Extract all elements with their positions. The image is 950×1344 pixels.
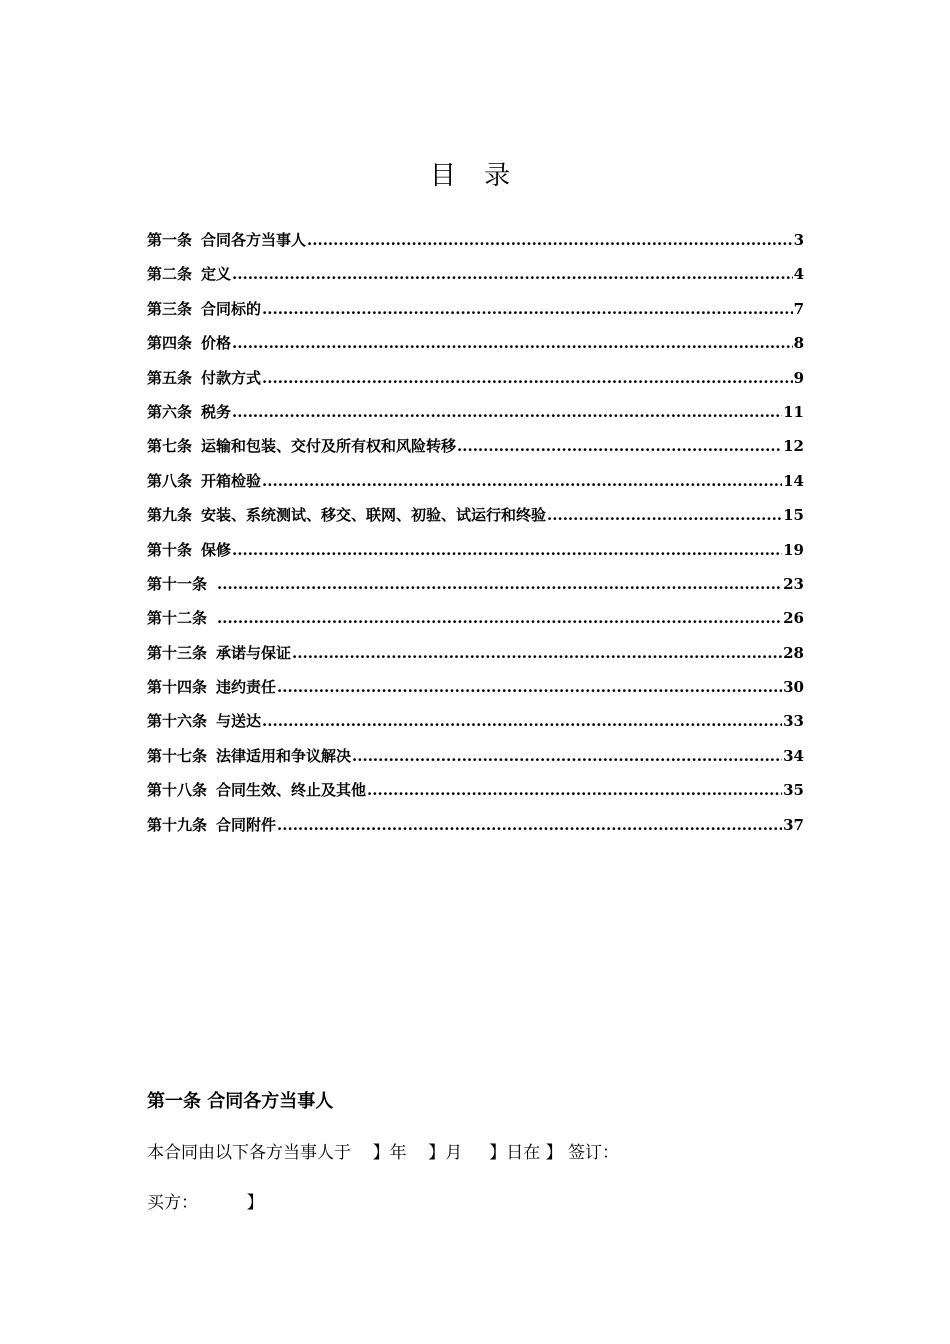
toc-entry-number: 第四条: [147, 334, 193, 353]
toc-entry-page: 35: [783, 781, 804, 800]
toc-entry-number: 第五条: [147, 368, 193, 387]
toc-entry-title: 开箱检验: [201, 471, 262, 490]
toc-entry-page: 33: [783, 712, 804, 731]
toc-entry[interactable]: [147, 573, 804, 607]
toc-entry-page: 8: [793, 334, 804, 353]
toc-entry-page: 12: [783, 437, 804, 456]
toc-entry-number: 第十六条: [147, 712, 208, 731]
toc-entry[interactable]: [147, 229, 804, 263]
toc-entry-title: 承诺与保证: [216, 643, 292, 662]
toc-entry-page: 26: [783, 609, 804, 628]
toc-entry-page: 30: [783, 678, 804, 697]
toc-entry-title: 合同各方当事人: [201, 231, 307, 249]
toc-entry-title: 法律适用和争议解决: [216, 746, 352, 765]
buyer-line: 买方： 】: [147, 1193, 264, 1213]
toc-entry-number: 第十二条: [147, 609, 208, 628]
toc-entry[interactable]: [147, 298, 804, 332]
toc-entry-number: 第九条: [147, 506, 193, 525]
toc-dot-leader: [262, 369, 793, 387]
toc-entry[interactable]: [147, 435, 804, 469]
toc-entry-number: 第十一条: [147, 574, 208, 593]
toc-entry-page: 19: [783, 540, 804, 559]
toc-entry-number: 第二条: [147, 265, 193, 284]
toc-entry-title: 税务: [201, 402, 232, 421]
table-of-contents: [147, 229, 804, 848]
toc-dot-leader: [217, 575, 782, 593]
toc-entry-page: 15: [783, 506, 804, 525]
signing-statement: 本合同由以下各方当事人于 】年 】月 】日在 】 签订：: [147, 1143, 620, 1163]
toc-entry[interactable]: [147, 779, 804, 813]
toc-dot-leader: [232, 541, 782, 559]
toc-entry-page: 11: [783, 402, 804, 421]
toc-dot-leader: [262, 712, 782, 730]
toc-dot-leader: [232, 403, 782, 421]
toc-entry-title: 价格: [201, 334, 232, 353]
toc-entry-number: 第十七条: [147, 746, 208, 765]
toc-entry-page: 14: [783, 471, 804, 490]
toc-entry[interactable]: [147, 332, 804, 366]
toc-entry-number: 第六条: [147, 402, 193, 421]
toc-dot-leader: [547, 506, 782, 524]
toc-entry-page: 9: [793, 368, 804, 387]
toc-entry-number: 第十四条: [147, 678, 208, 697]
toc-entry-number: 第十九条: [147, 815, 208, 834]
toc-dot-leader: [217, 609, 782, 627]
toc-dot-leader: [352, 747, 782, 765]
toc-dot-leader: [457, 437, 782, 455]
toc-entry-title: 安装、系统测试、移交、联网、初验、试运行和终验: [201, 506, 547, 525]
toc-entry-title: 与送达: [216, 712, 262, 731]
toc-entry[interactable]: [147, 539, 804, 573]
toc-entry-title: 定义: [201, 265, 232, 284]
toc-entry-number: 第十三条: [147, 643, 208, 662]
toc-entry-page: 28: [783, 643, 804, 662]
toc-entry[interactable]: [147, 263, 804, 297]
toc-entry[interactable]: [147, 710, 804, 744]
toc-entry[interactable]: [147, 676, 804, 710]
toc-entry[interactable]: [147, 367, 804, 401]
toc-dot-leader: [367, 781, 782, 799]
toc-dot-leader: [277, 678, 782, 696]
toc-entry[interactable]: [147, 607, 804, 641]
toc-dot-leader: [232, 334, 793, 352]
toc-entry-title: 运输和包装、交付及所有权和风险转移: [201, 437, 457, 456]
toc-entry-page: 4: [793, 265, 804, 284]
toc-dot-leader: [262, 472, 782, 490]
toc-entry-number: 第三条: [147, 299, 193, 318]
toc-dot-leader: [307, 231, 793, 249]
toc-entry-title: 合同标的: [201, 299, 262, 318]
toc-entry-number: 第一条: [147, 231, 193, 249]
page-title: 目 录: [429, 161, 521, 192]
toc-entry-title: 合同生效、终止及其他: [216, 781, 367, 800]
toc-entry-page: 23: [783, 574, 804, 593]
toc-entry[interactable]: [147, 470, 804, 504]
toc-entry[interactable]: [147, 401, 804, 435]
toc-entry[interactable]: [147, 814, 804, 848]
toc-entry-title: 保修: [201, 540, 232, 559]
toc-entry-title: 违约责任: [216, 678, 277, 697]
toc-entry-page: 3: [793, 231, 804, 249]
toc-entry-number: 第十八条: [147, 781, 208, 800]
toc-entry-page: 34: [783, 746, 804, 765]
toc-dot-leader: [277, 816, 782, 834]
toc-entry-number: 第十条: [147, 540, 193, 559]
toc-entry-title: 付款方式: [201, 368, 262, 387]
section-heading: 第一条 合同各方当事人: [147, 1091, 334, 1112]
toc-entry[interactable]: [147, 642, 804, 676]
toc-entry-page: 7: [793, 299, 804, 318]
toc-dot-leader: [262, 300, 793, 318]
toc-entry[interactable]: [147, 745, 804, 779]
toc-entry[interactable]: [147, 504, 804, 538]
toc-entry-number: 第七条: [147, 437, 193, 456]
toc-entry-number: 第八条: [147, 471, 193, 490]
toc-dot-leader: [232, 265, 793, 283]
toc-entry-title: 合同附件: [216, 815, 277, 834]
toc-dot-leader: [292, 644, 782, 662]
toc-entry-page: 37: [783, 815, 804, 834]
